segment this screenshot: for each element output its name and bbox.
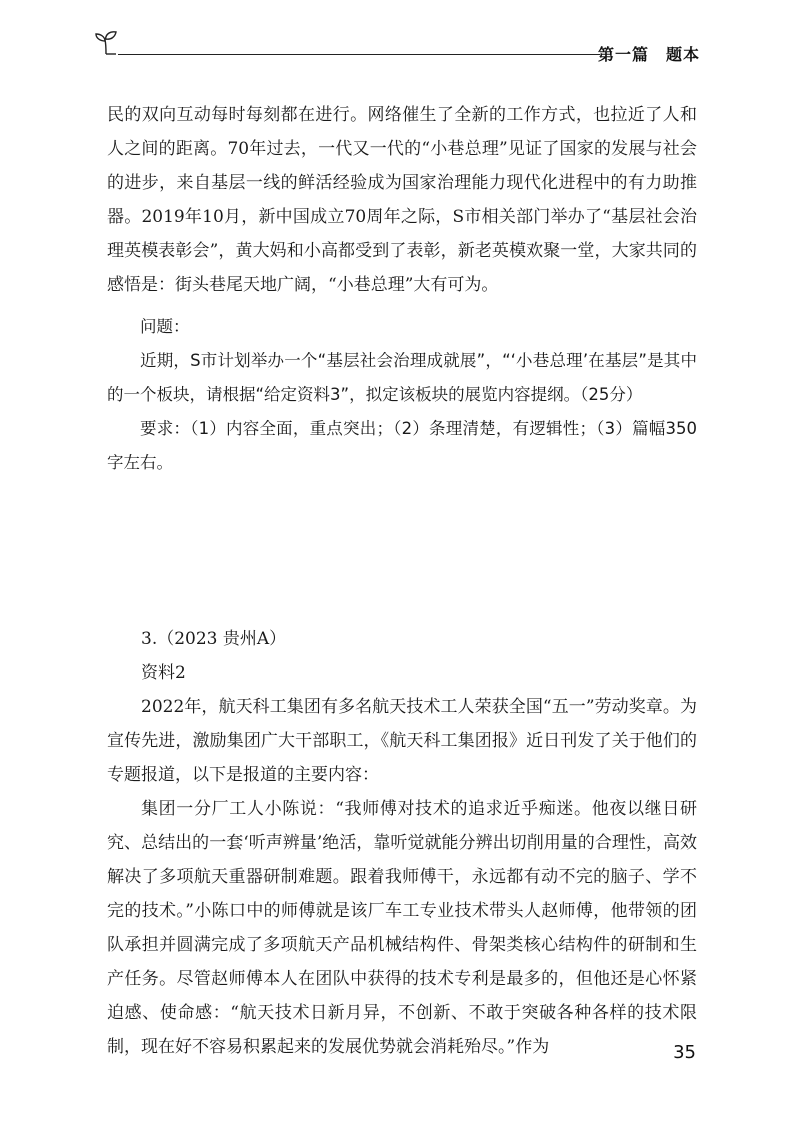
page-number: 35 — [673, 1042, 696, 1063]
item-heading: 3.（2023 贵州A） — [141, 629, 287, 649]
header-rule — [118, 54, 600, 55]
sprout-icon — [94, 30, 118, 56]
requirements-text: 要求：（1）内容全面，重点突出；（2）条理清楚，有逻辑性；（3）篇幅350字左右。 — [107, 419, 697, 472]
page-header — [94, 30, 700, 64]
paragraph-continued: 民的双向互动每时每刻都在进行。网络催生了全新的工作方式，也拉近了人和人之间的距离。70年过去，一代又一代的“小巷总理”见证了国家的发展与社会的进步，来自基层一线的鲜活经验成为国家治理能力现代化进程中的有力助推器。2019年10月，新中国成立70周年之际，S市相关部门举办了“基层社会治理英模表彰会”，黄大妈和小高都受到了表彰，新老英模欢聚一堂，大家共同的感悟是：街头巷尾天地广阔，“小巷总理”大有可为。 — [107, 105, 697, 295]
page-content — [107, 98, 697, 1064]
section-title: 第一篇 题本 — [597, 45, 700, 64]
paragraph-master: 集团一分厂工人小陈说：“我师傅对技术的追求近乎痴迷。他夜以继日研究、总结出的一套‘听声辨量’绝活，靠听觉就能分辨出切削用量的合理性，高效解决了多项航天重器研制难题。跟着我师傅干，永远都有动不完的脑子、学不完的技术。”小陈口中的师傅就是该厂车工专业技术带头人赵师傅，他带领的团队承担并圆满完成了多项航天产品机械结构件、骨架类核心结构件的研制和生产任务。尽管赵师傅本人在团队中获得的技术专利是最多的，但他还是心怀紧迫感、使命感：“航天技术日新月异，不创新、不敢于突破各种各样的技术限制，现在好不容易积累起来的发展优势就会消耗殆尽。”作为 — [107, 799, 697, 1057]
question-text: 近期，S市计划举办一个“基层社会治理成就展”，“‘小巷总理’在基层”是其中的一个板块，请根据“给定资料3”，拟定该板块的展览内容提纲。（25分） — [107, 351, 697, 404]
paragraph-award: 2022年，航天科工集团有多名航天技术工人荣获全国“五一”劳动奖章。为宣传先进，激励集团广大干部职工，《航天科工集团报》近日刊发了关于他们的专题报道，以下是报道的主要内容： — [107, 697, 697, 785]
question-label: 问题： — [140, 317, 190, 336]
material-label: 资料2 — [141, 663, 186, 683]
